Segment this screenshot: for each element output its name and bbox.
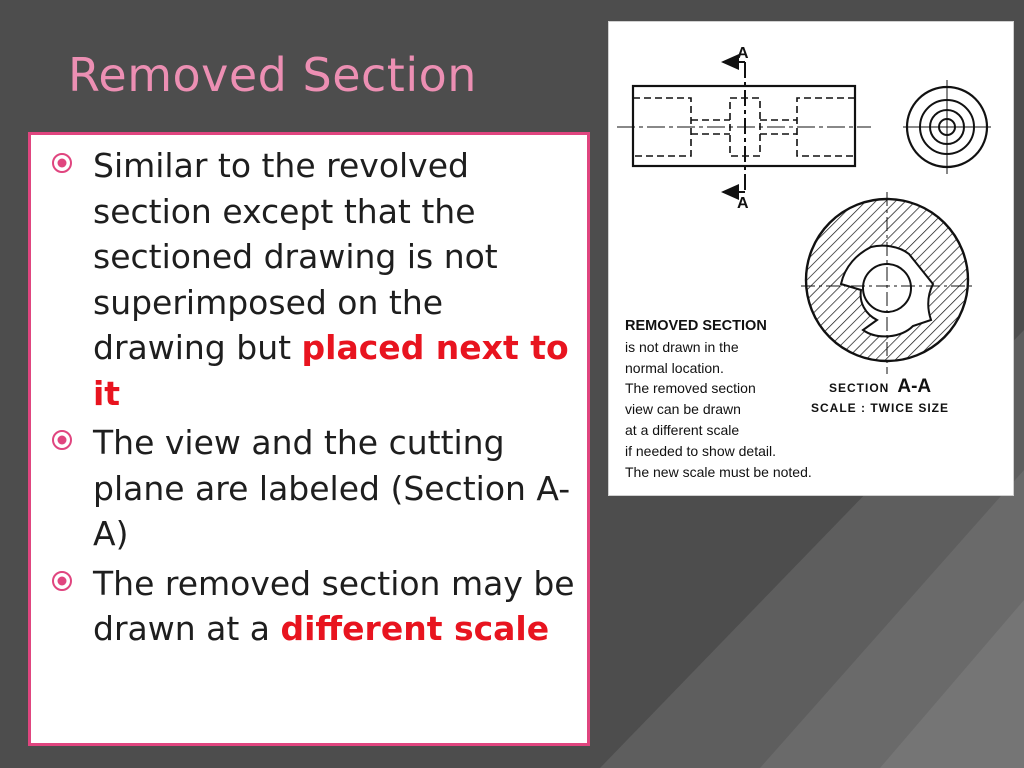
note-line: normal location. [625, 359, 724, 376]
section-scale-caption: SCALE : TWICE SIZE [811, 401, 949, 415]
bullet-item-1 [51, 143, 577, 416]
removed-section-note [625, 316, 812, 482]
note-line: The new scale must be noted. [625, 463, 812, 480]
target-bullet-icon [51, 429, 73, 451]
note-line: The removed section [625, 380, 756, 397]
bullet-text: The view and the cutting plane are labeled (Section A-A) [93, 423, 571, 553]
bullet-item-2 [51, 420, 577, 557]
target-bullet-icon [51, 152, 73, 174]
bullet-highlight: placed next to it [93, 328, 569, 413]
cutting-plane-label-top: A [737, 45, 749, 62]
slide-title: Removed Section [68, 48, 477, 102]
section-caption [829, 376, 931, 398]
note-line: view can be drawn [625, 401, 741, 418]
note-line: is not drawn in the [625, 338, 739, 355]
section-caption-id: A-A [897, 376, 932, 397]
bullet-text: Similar to the revolved section except that the sectioned drawing is not superimposed on the drawing but [93, 146, 498, 367]
note-line: at a different scale [625, 421, 740, 438]
bullet-item-3 [51, 561, 577, 652]
note-line: if needed to show detail. [625, 442, 776, 459]
note-heading: REMOVED SECTION [625, 318, 767, 334]
bullet-text: The removed section may be drawn at a [93, 563, 575, 648]
cutting-plane-label-bottom: A [737, 195, 749, 212]
section-view [801, 192, 975, 374]
target-bullet-icon [51, 570, 73, 592]
bullet-highlight: different scale [280, 609, 550, 648]
side-view [903, 80, 991, 174]
removed-section-figure [608, 21, 1014, 496]
section-caption-word: SECTION [829, 381, 890, 395]
bullet-content-box [28, 132, 590, 746]
bullet-list [51, 143, 577, 652]
